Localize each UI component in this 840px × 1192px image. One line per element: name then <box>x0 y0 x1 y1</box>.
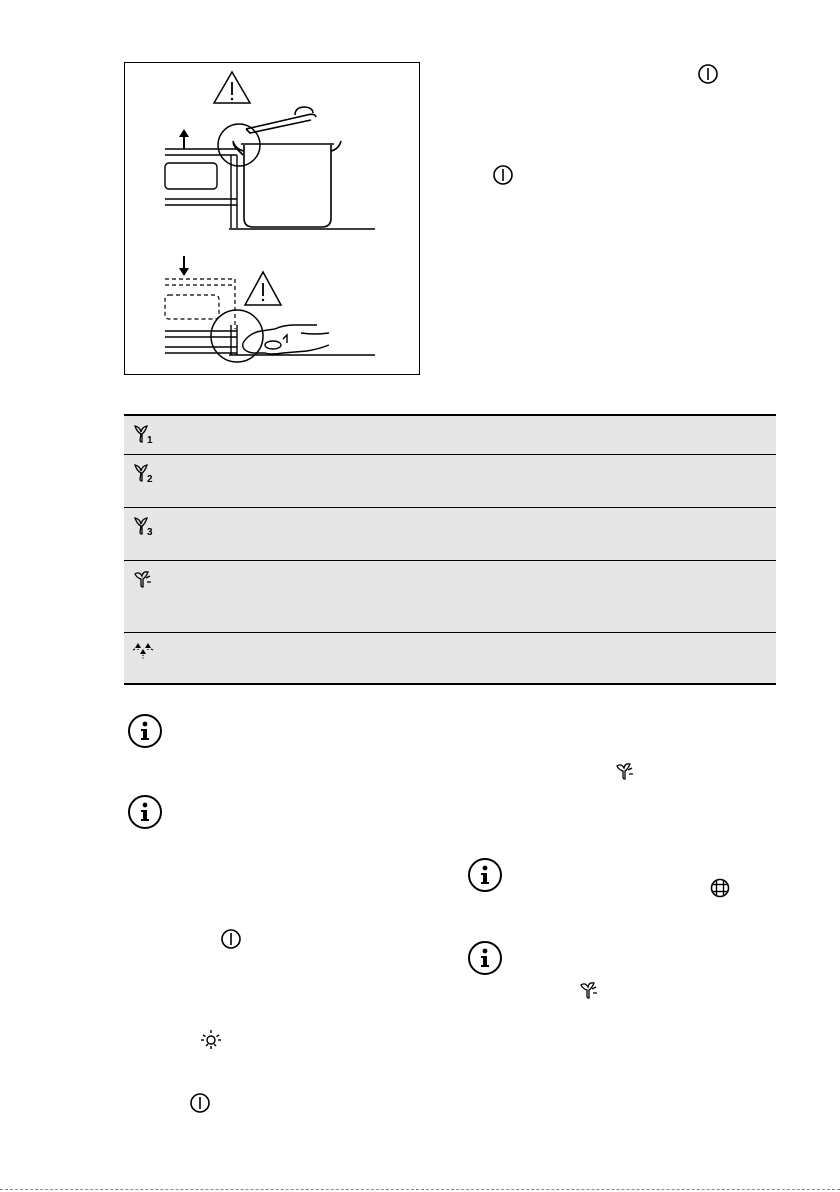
arrow-down-icon <box>179 256 189 276</box>
cooking-pot-illustration <box>233 107 341 227</box>
fan-speed-1-icon <box>131 423 157 445</box>
power-icon <box>492 164 514 186</box>
info-icon <box>128 714 162 748</box>
fan-mode-table <box>124 414 776 685</box>
table-row <box>124 454 776 507</box>
table-row <box>124 414 776 454</box>
fan-speed-3-icon <box>131 515 157 537</box>
light-icon <box>200 1029 222 1051</box>
power-icon <box>189 1092 211 1114</box>
svg-text:3: 3 <box>147 527 153 537</box>
table-row <box>124 507 776 560</box>
arrow-up-icon <box>179 129 189 149</box>
table-row <box>124 560 776 632</box>
info-icon <box>468 941 502 975</box>
svg-text:2: 2 <box>147 474 153 484</box>
info-icon <box>128 795 162 829</box>
warning-illustration <box>124 62 420 375</box>
hob-panel-raised-dashed <box>165 279 235 329</box>
power-icon <box>697 63 719 85</box>
magnifier-circle <box>218 124 260 166</box>
hand-illustration <box>243 325 329 354</box>
fan-boost-icon <box>131 568 157 590</box>
warning-triangle-icon <box>214 72 250 103</box>
fan-icon <box>578 979 600 1001</box>
page-edge-line <box>0 1189 840 1190</box>
table-row <box>124 632 776 685</box>
breeze-icon <box>131 640 159 667</box>
fan-speed-2-icon <box>131 462 157 484</box>
grid-filter-icon <box>709 877 731 899</box>
info-icon <box>468 858 502 892</box>
hob-panel-top <box>165 149 375 229</box>
power-icon <box>220 928 242 950</box>
svg-text:1: 1 <box>147 435 153 445</box>
warning-triangle-icon <box>245 272 281 305</box>
fan-icon <box>614 760 636 782</box>
